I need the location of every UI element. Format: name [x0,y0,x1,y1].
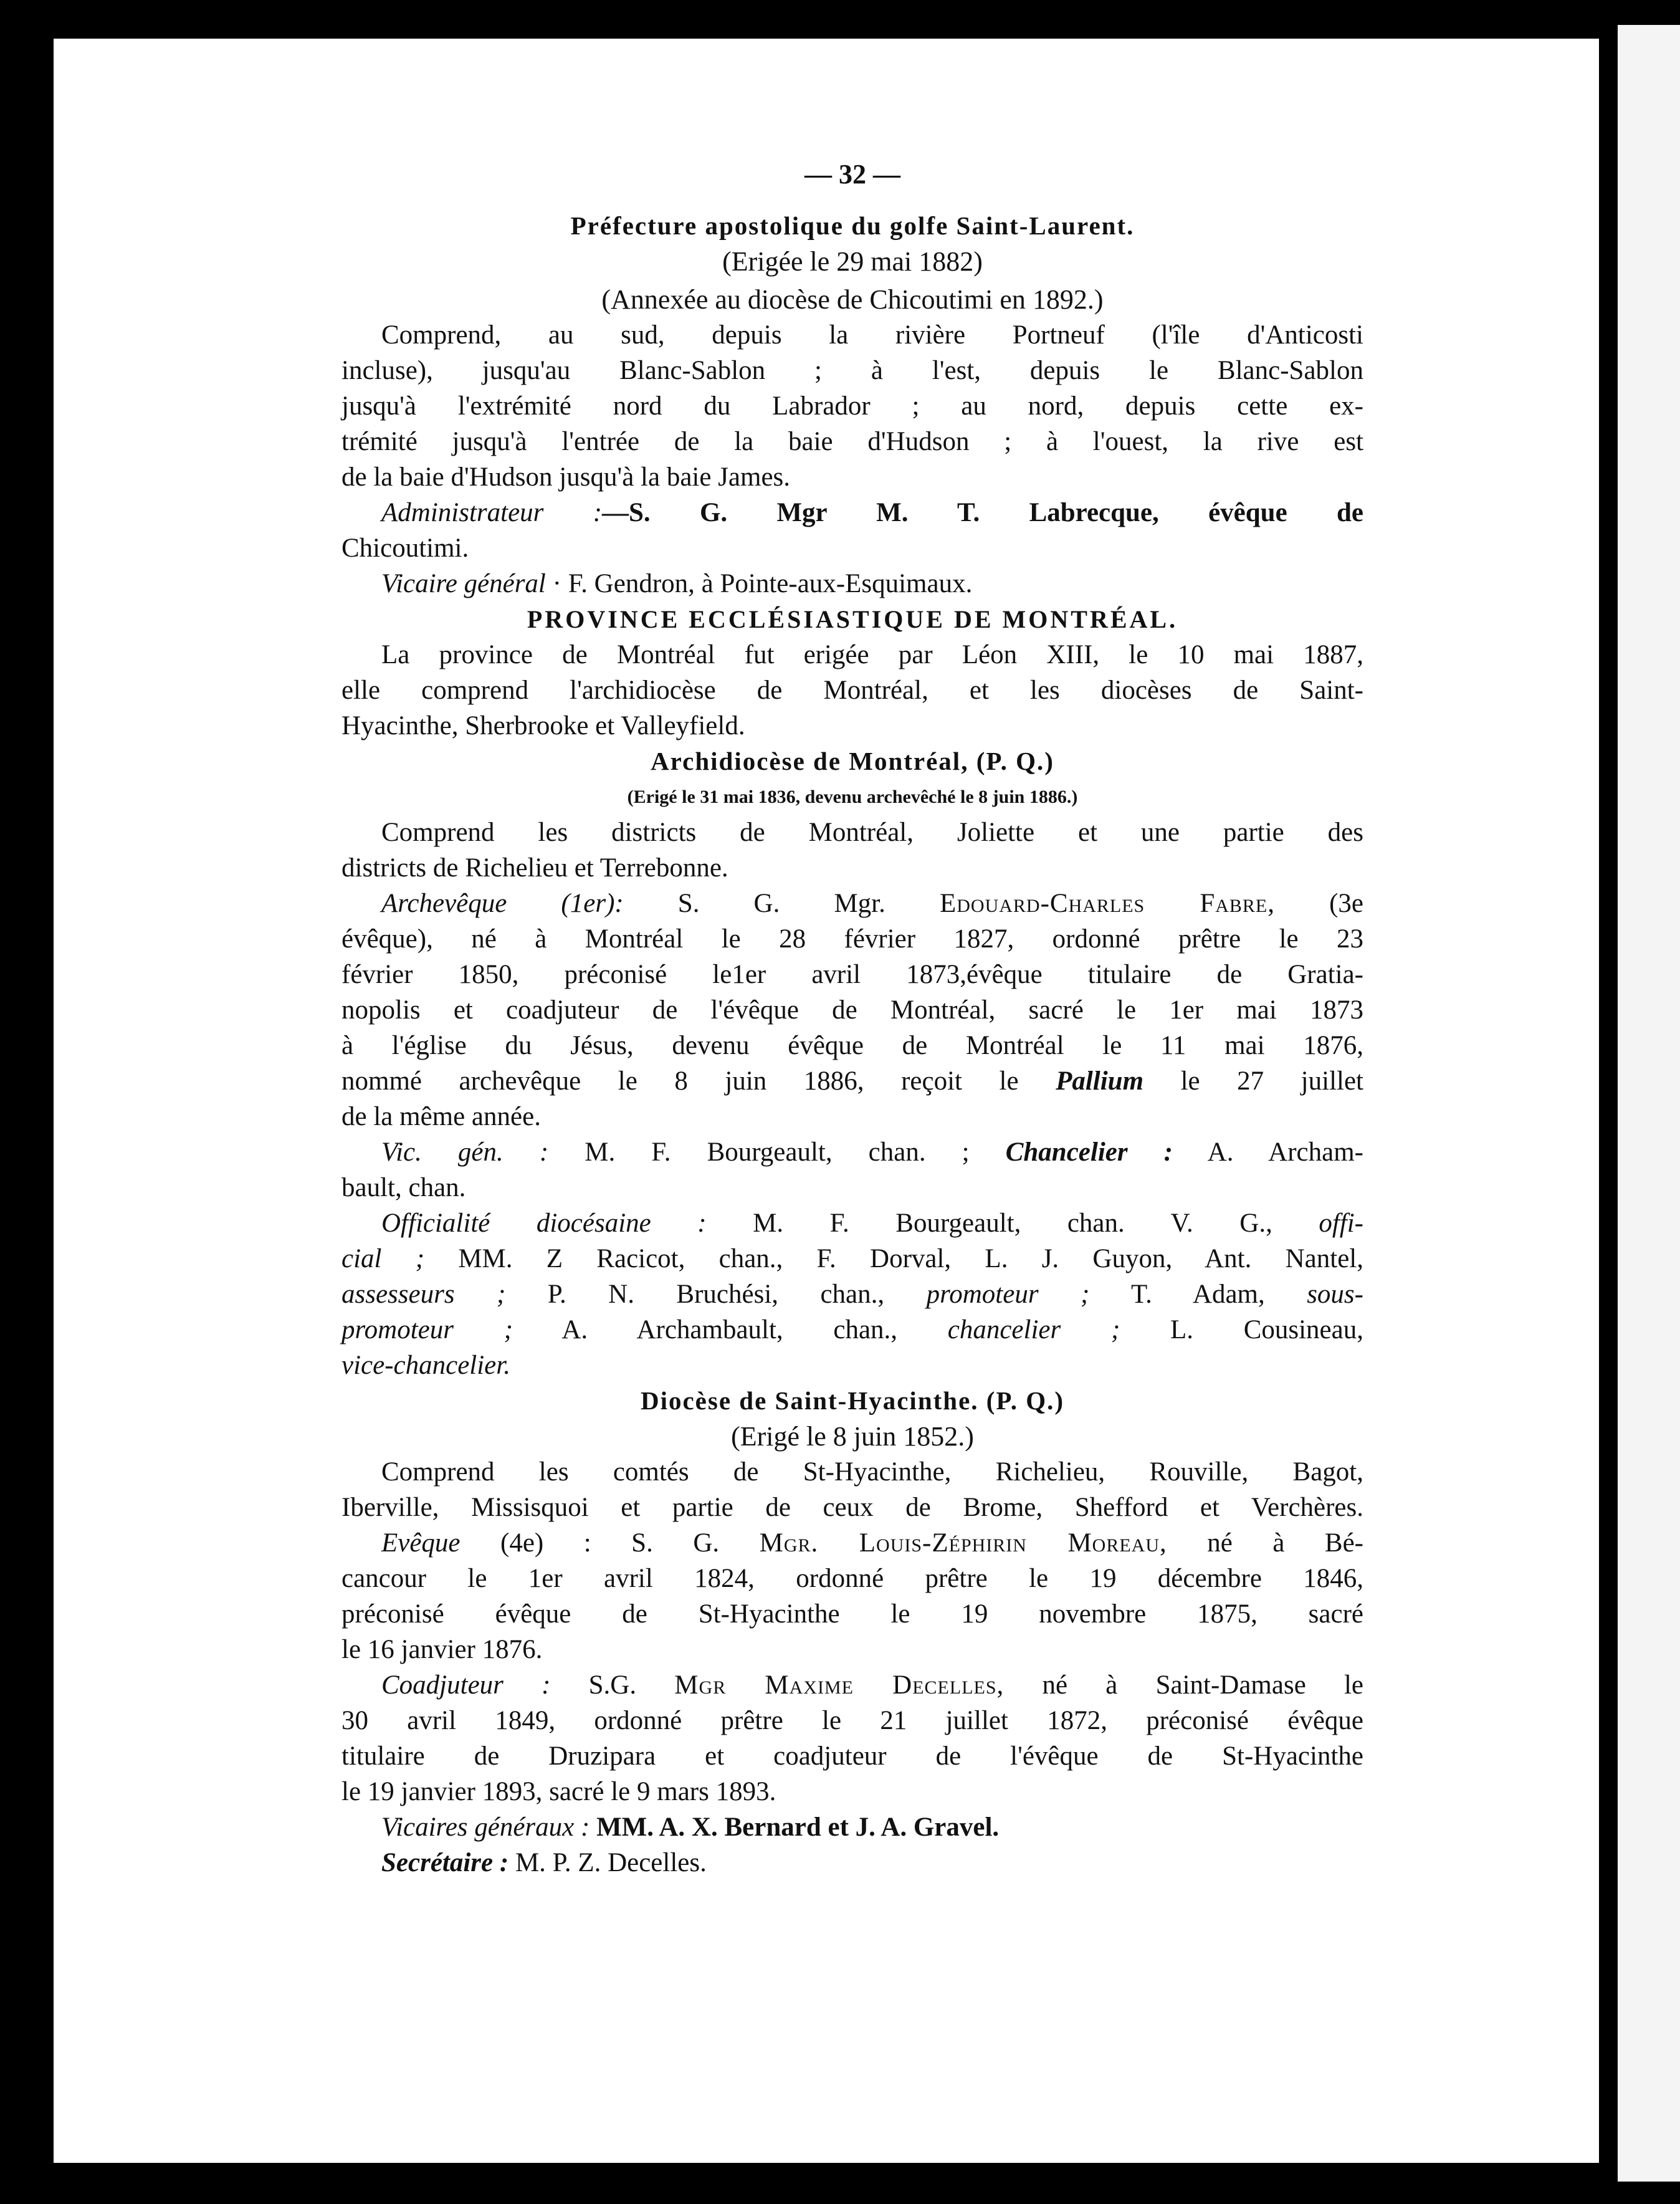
archdiocese-extent-line: Comprend les districts de Montréal, Joliette et une partie des [381,818,1363,847]
administrator-label: Administrateur : [381,498,603,527]
prefecture-extent-line: Comprend, au sud, depuis la rivière Portneuf (l'île d'Anticosti [381,320,1363,350]
assessors-label: assesseurs ; [341,1280,506,1309]
officialite-members: MM. Z Racicot, chan., F. Dorval, L. J. Guyon, Ant. Nantel, [424,1244,1363,1273]
prefecture-administrator [341,495,1363,530]
vicar-label: Vicaire général [381,569,546,598]
secretary-text: M. P. Z. Decelles. [508,1848,707,1877]
secretary-line [341,1845,1363,1881]
pallium-word: Pallium [1056,1066,1144,1096]
page-number: — 32 — [804,159,900,189]
vicechancellor-name: L. Cousineau, [1120,1315,1363,1344]
official-label-cont: cial ; [341,1244,425,1273]
chancelier-name: A. Archambault, chan., [512,1315,948,1344]
coadjutor-bio-line: 30 avril 1849, ordonné prêtre le 21 juillet 1872, préconisé évêque [341,1706,1363,1735]
officialite-text: M. F. Bourgeault, chan. V. G., [706,1209,1319,1238]
vicar-text: · F. Gendron, à Pointe-aux-Esquimaux. [545,569,973,598]
sthyacinthe-extent-line: Comprend les comtés de St-Hyacinthe, Richelieu, Rouville, Bagot, [381,1457,1363,1487]
bishop-birth: né à Bé- [1167,1528,1363,1558]
bishop-name: Mgr. Louis-Zéphirin Moreau, [759,1528,1167,1558]
vicgen-label: Vic. gén. : [381,1138,549,1167]
archbishop-label: Archevêque [381,889,507,918]
bishop-bio-line: cancour le 1er avril 1824, ordonné prêtre le 19 décembre 1846, [341,1564,1363,1593]
official-label: offi- [1319,1209,1363,1238]
pallium-after: le 27 juillet [1143,1066,1363,1096]
officialite-line [341,1241,1363,1277]
page-text [341,156,1363,1881]
archbishop-bio-line: évêque), né à Montréal le 28 février 1827, ordonné prêtre le 23 [341,924,1363,954]
prefecture-extent-line: jusqu'à l'extrémité nord du Labrador ; au nord, depuis cette ex- [341,391,1363,421]
chancellor-text: A. Archam- [1172,1138,1363,1167]
pallium-before: nommé archevêque le 8 juin 1886, reçoit le [341,1066,1056,1096]
coadjutor-bio-line: titulaire de Druzipara et coadjuteur de l'évêque de St-Hyacinthe [341,1742,1363,1771]
officialite-line [341,1312,1363,1348]
coadjutor-label: Coadjuteur : [381,1670,551,1700]
prefecture-extent-line: incluse), jusqu'au Blanc-Sablon ; à l'est, depuis le Blanc-Sablon [341,356,1363,385]
promoter-label: promoteur ; [926,1280,1090,1309]
officialite-line [341,1205,1363,1241]
archbishop-line [341,886,1363,921]
bishop-line [341,1525,1363,1561]
prefecture-annexed: (Annexée au diocèse de Chicoutimi en 1892.) [601,284,1104,315]
sthyacinthe-heading: Diocèse de Saint-Hyacinthe. (P. Q.) [640,1386,1064,1415]
coadjutor-line [341,1667,1363,1703]
prefecture-heading: Préfecture apostolique du golfe Saint-Laurent. [570,211,1135,240]
bishop-bio-line: le 16 janvier 1876. [341,1635,543,1664]
vicars-label: Vicaires généraux : [381,1813,590,1842]
bishop-label: Evêque [381,1528,461,1558]
prefecture-extent-line: de la baie d'Hudson jusqu'à la baie James. [341,462,791,492]
vicars-text: MM. A. X. Bernard et J. A. Gravel. [589,1813,1000,1842]
prefecture-vicar [341,566,1363,601]
coadjutor-title: S.G. [550,1670,675,1700]
province-heading: PROVINCE ECCLÉSIASTIQUE DE MONTRÉAL. [527,605,1178,633]
chancelier-label: chancelier ; [947,1315,1120,1344]
archdiocese-heading: Archidiocèse de Montréal, (P. Q.) [651,747,1054,775]
subpromoter-label-cont: promoteur ; [341,1315,513,1344]
prefecture-extent-line: trémité jusqu'à l'entrée de la baie d'Hudson ; à l'ouest, la rive est [341,427,1363,456]
bishop-bio-line: préconisé évêque de St-Hyacinthe le 19 novembre 1875, sacré [341,1599,1363,1629]
bishop-number: (4e) : S. G. [460,1528,760,1558]
archbishop-ordinal: (3e [1275,889,1364,918]
province-line: Hyacinthe, Sherbrooke et Valleyfield. [341,711,745,740]
prefecture-administrator-cont: Chicoutimi. [341,534,469,563]
coadjutor-birth: né à Saint-Damase le [1004,1670,1364,1700]
archbishop-title: S. G. Mgr. [623,889,940,918]
archbishop-bio-line: février 1850, préconisé le1er avril 1873,évêque titulaire de Gratia- [341,960,1363,989]
archbishop-number: (1er): [507,889,624,918]
chancellor-cont: bault, chan. [341,1173,466,1202]
officialite-line [341,1277,1363,1312]
coadjutor-name: Mgr Maxime Decelles, [674,1670,1005,1700]
vicechancellor-label: vice-chancelier. [341,1351,510,1380]
prefecture-erected: (Erigée le 29 mai 1882) [722,246,983,277]
officialite-label: Officialité diocésaine : [381,1209,707,1238]
chancellor-label: Chancelier : [1005,1138,1173,1167]
officialite-line [341,1348,1363,1383]
subpromoter-label: sous- [1307,1280,1363,1309]
secretary-label: Secrétaire : [381,1848,509,1877]
sthyacinthe-erected: (Erigé le 8 juin 1852.) [731,1421,974,1452]
province-line: elle comprend l'archidiocèse de Montréal, et les diocèses de Saint- [341,676,1363,705]
vicars-line [341,1809,1363,1845]
archdiocese-extent-line: districts de Richelieu et Terrebonne. [341,853,728,883]
province-line: La province de Montréal fut erigée par Léon XIII, le 10 mai 1887, [381,640,1363,669]
archdiocese-erected: (Erigé le 31 mai 1836, devenu archevêché le 8 juin 1886.) [627,787,1078,807]
sthyacinthe-extent-line: Iberville, Missisquoi et partie de ceux de Brome, Shefford et Verchères. [341,1493,1363,1522]
vicgen-text: M. F. Bourgeault, chan. ; [548,1138,1006,1167]
archbishop-bio-line: nopolis et coadjuteur de l'évêque de Montréal, sacré le 1er mai 1873 [341,995,1363,1025]
archbishop-pallium-line [341,1063,1363,1099]
archbishop-bio-line: à l'église du Jésus, devenu évêque de Montréal le 11 mai 1876, [341,1031,1363,1060]
subpromoter-name: T. Adam, [1089,1280,1307,1309]
administrator-text: —S. G. Mgr M. T. Labrecque, évêque de [602,498,1363,527]
archbishop-bio-last: de la même année. [341,1102,541,1131]
promoter-name: P. N. Bruchési, chan., [505,1280,927,1309]
vicgen-line [341,1134,1363,1170]
archbishop-name: Edouard-Charles Fabre, [939,889,1276,918]
coadjutor-bio-line: le 19 janvier 1893, sacré le 9 mars 1893. [341,1777,776,1806]
next-page-edge [1618,25,1680,2182]
